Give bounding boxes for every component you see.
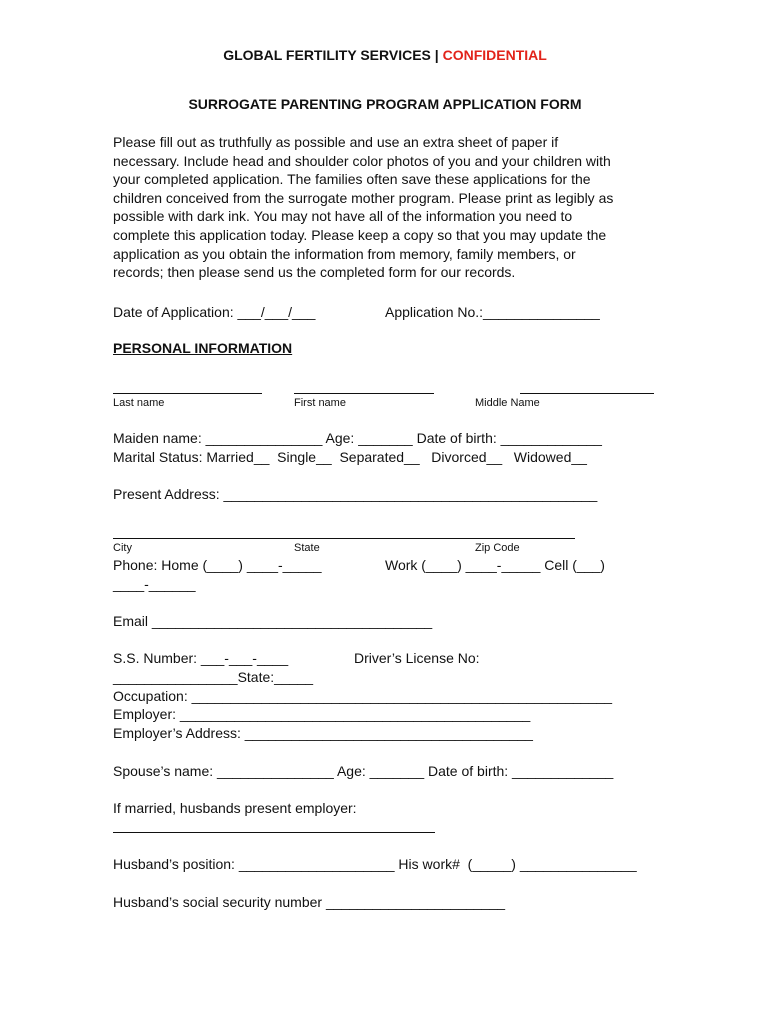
maiden-age-dob-line[interactable]: Maiden name: _______________ Age: _______ Date of birth: _____________ — [113, 430, 602, 446]
last-name-caption: Last name — [113, 397, 165, 409]
ssn-field[interactable]: S.S. Number: ___-___-____ — [113, 650, 289, 666]
email-field[interactable]: Email ____________________________________ — [113, 613, 433, 629]
first-name-caption: First name — [294, 397, 346, 409]
husband-position-line[interactable]: Husband’s position: ____________________ His work# (_____) _______________ — [113, 856, 637, 872]
occupation-field[interactable]: Occupation: ______________________________________________________ — [113, 688, 613, 704]
work-cell-phone-field[interactable]: Work (____) ____-_____ Cell (___) — [385, 557, 605, 573]
city-state-zip-field[interactable] — [113, 538, 575, 539]
confidential-label: CONFIDENTIAL — [442, 47, 547, 63]
form-title: SURROGATE PARENTING PROGRAM APPLICATION FORM — [188, 96, 582, 112]
last-name-field[interactable] — [113, 393, 262, 394]
instruction-line: necessary. Include head and shoulder color photos of you and your children with — [113, 152, 611, 169]
employer-address-field[interactable]: Employer’s Address: _____________________________________ — [113, 725, 533, 741]
instructions-paragraph — [113, 133, 673, 282]
instruction-line: complete this application today. Please keep a copy so that you may update the — [113, 226, 607, 243]
organization-name: GLOBAL FERTILITY SERVICES | — [223, 47, 443, 63]
employer-field[interactable]: Employer: _____________________________________________ — [113, 706, 531, 722]
middle-name-caption: Middle Name — [475, 397, 540, 409]
city-caption: City — [113, 542, 132, 554]
section-heading-personal: PERSONAL INFORMATION — [113, 340, 293, 356]
zip-caption: Zip Code — [475, 542, 520, 554]
middle-name-field[interactable] — [520, 393, 654, 394]
marital-status-line[interactable]: Marital Status: Married__ Single__ Separated__ Divorced__ Widowed__ — [113, 449, 587, 465]
instruction-line: possible with dark ink. You may not have all of the information you need to — [113, 208, 573, 225]
home-phone-field[interactable]: Phone: Home (____) ____-_____ — [113, 557, 322, 573]
instruction-line: records; then please send us the completed form for our records. — [113, 264, 516, 281]
document-header — [0, 47, 770, 63]
present-address-field[interactable]: Present Address: ________________________________________________ — [113, 486, 598, 502]
married-employer-label: If married, husbands present employer: — [113, 800, 357, 816]
husband-employer-field[interactable] — [113, 832, 435, 833]
drivers-license-state-field[interactable]: ________________State:_____ — [113, 669, 314, 685]
application-number-field[interactable]: Application No.:_______________ — [385, 304, 600, 320]
drivers-license-label: Driver’s License No: — [354, 650, 480, 666]
application-date-field[interactable]: Date of Application: ___/___/___ — [113, 304, 316, 320]
instruction-line: children conceived from the surrogate mother program. Please print as legibly as — [113, 189, 614, 206]
first-name-field[interactable] — [294, 393, 434, 394]
instruction-line: your completed application. The families often save these applications for the — [113, 171, 591, 188]
cell-phone-continued[interactable]: ____-______ — [113, 576, 196, 592]
state-caption: State — [294, 542, 320, 554]
spouse-line[interactable]: Spouse’s name: _______________ Age: _______ Date of birth: _____________ — [113, 763, 614, 779]
instruction-line: Please fill out as truthfully as possible and use an extra sheet of paper if — [113, 134, 559, 150]
instruction-line: application as you obtain the information from memory, family members, or — [113, 245, 576, 262]
husband-ssn-field[interactable]: Husband’s social security number _______________________ — [113, 894, 506, 910]
